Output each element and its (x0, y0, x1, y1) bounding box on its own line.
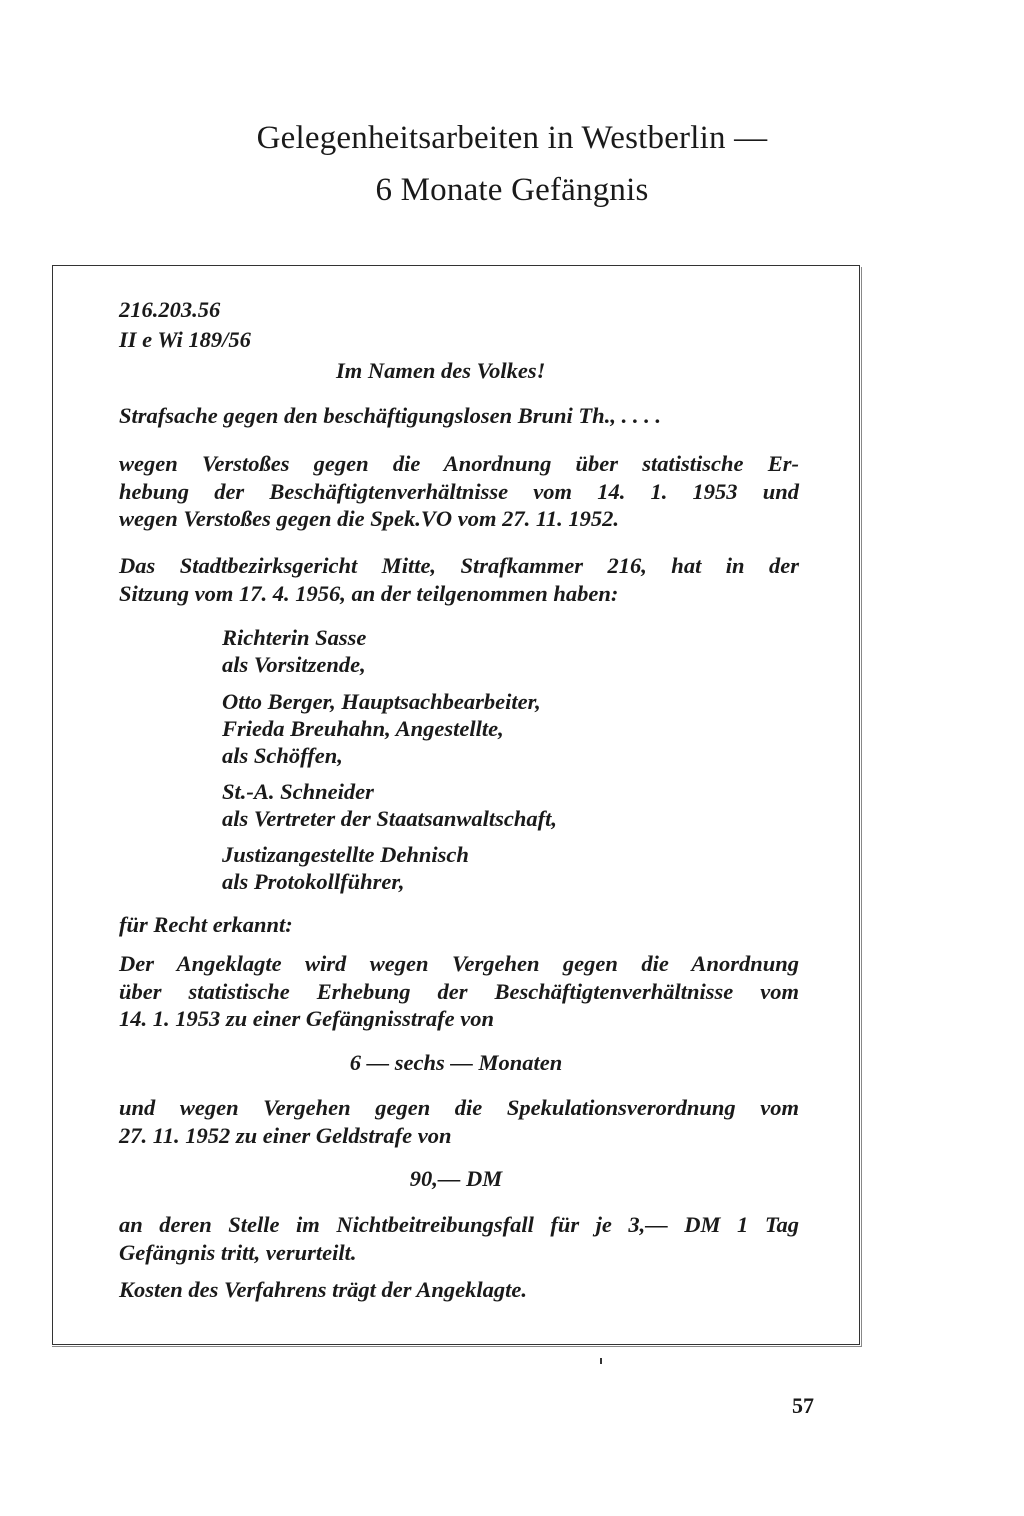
charges-line-1: wegen Verstoßes gegen die Anordnung über statistische Er- (119, 451, 799, 476)
participant-role-line: als Vertreter der Staatsanwaltschaft, (222, 806, 558, 831)
verdict-formula: Im Namen des Volkes! (336, 358, 546, 383)
participants-prosecutor (222, 778, 557, 832)
fine-paragraph (119, 1094, 799, 1149)
participant-line: Otto Berger, Hauptsachbearbeiter, (222, 689, 541, 714)
charges-paragraph (119, 450, 799, 533)
heading-line-2: 6 Monate Gefängnis (375, 172, 649, 208)
participants-lay-judges (222, 688, 541, 769)
fine-amount: 90,— DM (409, 1166, 503, 1191)
participant-line: Frieda Breuhahn, Angestellte, (222, 716, 504, 741)
case-reference: 216.203.56 (119, 297, 221, 322)
file-number: II e Wi 189/56 (119, 327, 251, 352)
fine-line-1: und wegen Vergehen gegen die Spekulationsverordnung vom (119, 1095, 799, 1120)
substitute-line-1: an deren Stelle im Nichtbeitreibungsfall für je 3,— DM 1 Tag (119, 1212, 799, 1237)
charges-line-2: hebung der Beschäftigtenverhältnisse vom 14. 1. 1953 und (119, 478, 799, 504)
court-line-2: Sitzung vom 17. 4. 1956, an der teilgenommen haben: (119, 580, 619, 606)
substitute-paragraph (119, 1211, 799, 1266)
participant-role-line: als Protokollführer, (222, 869, 405, 894)
participant-line: Justizangestellte Dehnisch (222, 842, 469, 867)
participant-line: St.-A. Schneider (222, 779, 374, 804)
court-paragraph (119, 552, 799, 607)
print-speck (600, 1358, 602, 1364)
costs-line: Kosten des Verfahrens trägt der Angeklagte. (119, 1277, 527, 1302)
court-line-1: Das Stadtbezirksgericht Mitte, Strafkammer 216, hat in der (119, 553, 799, 578)
participants-chair (222, 624, 366, 678)
substitute-line-2: Gefängnis tritt, verurteilt. (119, 1239, 357, 1265)
verdict-paragraph (119, 950, 799, 1033)
verdict-line-2: über statistische Erhebung der Beschäftigtenverhältnisse vom (119, 978, 799, 1004)
verdict-line-3: 14. 1. 1953 zu einer Gefängnisstrafe von (119, 1006, 495, 1031)
prison-sentence: 6 — sechs — Monaten (349, 1050, 563, 1075)
verdict-line-1: Der Angeklagte wird wegen Vergehen gegen die Anordnung (119, 951, 799, 976)
case-line: Strafsache gegen den beschäftigungslosen Bruni Th., . . . . (119, 403, 661, 428)
participants-clerk (222, 841, 469, 895)
fine-line-2: 27. 11. 1952 zu einer Geldstrafe von (119, 1122, 452, 1148)
participant-line: Richterin Sasse (222, 625, 367, 650)
page-number: 57 (792, 1393, 814, 1418)
participant-role-line: als Schöffen, (222, 743, 343, 768)
charges-line-3: wegen Verstoßes gegen die Spek.VO vom 27. 11. 1952. (119, 506, 619, 531)
heading-line-1: Gelegenheitsarbeiten in Westberlin — (256, 120, 768, 156)
participant-role-line: als Vorsitzende, (222, 652, 366, 677)
verdict-intro: für Recht erkannt: (119, 912, 293, 937)
